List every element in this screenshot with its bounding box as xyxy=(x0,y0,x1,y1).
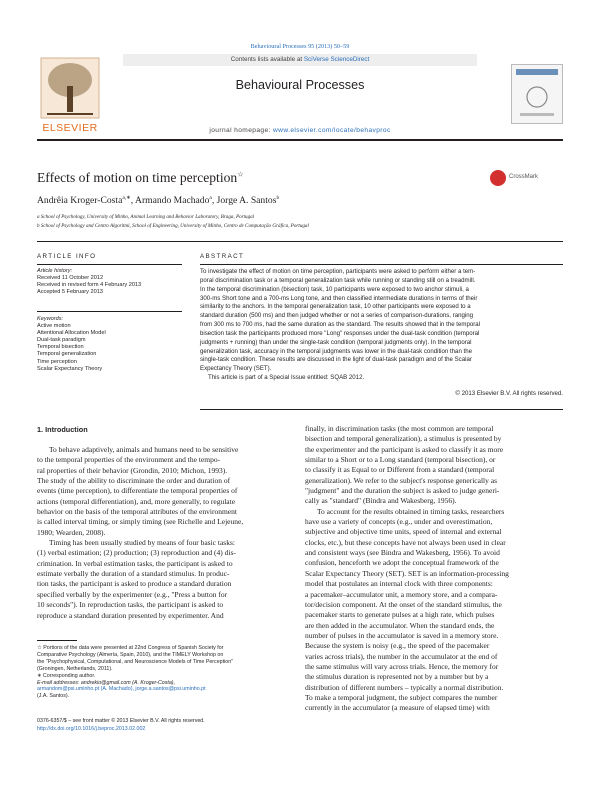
body-line: To account for the results obtained in timing tasks, researchers xyxy=(317,506,505,516)
history-item: Accepted 5 February 2013 xyxy=(37,289,103,296)
intro-heading: 1. Introduction xyxy=(37,425,88,434)
history-label: Article history: xyxy=(37,268,73,274)
abstract-line: similarity to the anchors. In the temporal generalization task, 10 other participants were exposed to a xyxy=(200,303,471,311)
body-line: "judgment" and the duration the subject is asked to judge generi- xyxy=(305,486,500,496)
abstract-line: 300-ms Short tone and a 700-ms Long tone, and then classified intermediate durations in terms of their xyxy=(200,294,478,302)
sciencedirect-link[interactable]: SciVerse ScienceDirect xyxy=(303,56,370,63)
affiliation-a: a School of Psychology, University of Minho, Animal Learning and Behavior Laboratory, Braga, Portugal xyxy=(37,214,255,220)
affiliation-b: b School of Psychology and Centro Algoritmi, School of Engineering, University of Minho, Centro de Computação Gráfica, Portugal xyxy=(37,223,309,229)
author-list: Andrêia Kroger-Costa$^{a,∗}$, Armando Machado$^a$, Jorge A. Santos$^b$ xyxy=(37,195,280,207)
abstract-copyright: © 2013 Elsevier B.V. All rights reserved. xyxy=(455,389,563,397)
body-line: pacemaker starts to generate pulses at a high rate, which pulses xyxy=(305,610,495,620)
keyword: Dual-task paradigm xyxy=(37,337,86,344)
history-item: Received 11 October 2012 xyxy=(37,275,104,282)
contents-prefix: Contents lists available at xyxy=(230,56,304,63)
body-line: (1) verbal estimation; (2) production; (3) reproduction and (4) dis- xyxy=(37,548,236,558)
affil-rule xyxy=(37,241,563,242)
doi-link[interactable]: http://dx.doi.org/10.1016/j.beproc.2013.02.002 xyxy=(37,726,146,732)
body-line: similar to a Short or to a Long standard (temporal bisection), or xyxy=(305,455,496,465)
body-line: the stimulus duration is represented not by a number but by a xyxy=(305,672,489,682)
abstract-line: single-task condition. These results are discussed in the light of dual-task paradigm and of the Scalar xyxy=(200,356,472,364)
keyword: Temporal generalization xyxy=(37,351,97,358)
article-info-heading: ARTICLE INFO xyxy=(37,253,97,260)
keywords-label: Keywords: xyxy=(37,316,64,322)
abstract-line: In the temporal discrimination (bisection) task, 10 participants were exposed to two anchor stimuli, a xyxy=(200,285,469,293)
keyword: Active motion xyxy=(37,323,71,330)
crossmark-icon xyxy=(490,170,506,186)
title-footnote-mark[interactable]: ☆ xyxy=(237,170,244,179)
body-line: Because the system is noisy (e.g., the speed of the pacemaker xyxy=(305,641,490,651)
elsevier-tree-logo xyxy=(37,56,103,120)
footnote-rule xyxy=(37,640,77,641)
abstract-line: judgments + running) than under the single-task condition (temporal judgments only). In the temporal xyxy=(200,338,472,346)
info-rule xyxy=(37,264,182,265)
author-name: Armando Machado xyxy=(135,195,210,207)
body-line: actions (temporal differentiation), and, more generally, to regulate xyxy=(37,496,236,506)
body-line: reproduce a standard duration presented by experimenter. And xyxy=(37,610,224,620)
body-line: To behave adaptively, animals and humans need to be sensitive xyxy=(49,445,239,454)
body-line: currently in the accumulator (a measure of elapsed time) with xyxy=(305,703,490,713)
header-rule xyxy=(37,139,563,141)
body-line: number of pulses in the accumulator is saved in a memory store. xyxy=(305,630,499,640)
body-line: cally as "standard" (Bindra and Wakesberg, 1956). xyxy=(305,496,457,506)
body-line: the same stimulus will vary across trials. Hence, the memory for xyxy=(305,661,499,671)
footnote-line: the "Psychophysical, Computational, and Neuroscience Models of Time Perception" xyxy=(37,658,234,665)
body-line: have use a variety of concepts (e.g., under and overestimation, xyxy=(305,517,493,527)
journal-title: Behavioural Processes xyxy=(235,78,365,92)
crossmark-label: CrossMark xyxy=(509,174,539,180)
footnote-line: (Groningen, Netherlands, 2011). xyxy=(37,665,113,672)
footnote-line: ☆ Portions of the data were presented at 22nd Congress of Spanish Society for xyxy=(37,645,224,651)
author-sup: b xyxy=(276,195,280,201)
journal-cover-icon xyxy=(512,65,562,123)
body-line: The study of the ability to discriminate the order and duration of xyxy=(37,476,231,486)
body-line: to the temporal properties of the environment and the tempo- xyxy=(37,455,221,465)
special-issue-note: This article is part of a Special Issue entitled: SQAB 2012. xyxy=(208,374,365,382)
intro-left-column xyxy=(37,445,295,621)
body-line: generalization). We refer to the subject's response generically as xyxy=(305,475,497,485)
homepage-line xyxy=(123,127,477,134)
body-line: distribution of different numbers – typically a normal distribution. xyxy=(305,682,504,692)
body-line: and consistent ways (see Bindra and Wakesberg, 1956). To avoid xyxy=(305,548,500,558)
body-line: events (time perception), to differentiate the temporal properties of xyxy=(37,486,238,496)
author-sup: a,∗ xyxy=(122,195,131,201)
abstract-rule xyxy=(200,264,563,265)
paper-title xyxy=(37,170,243,186)
homepage-prefix: journal homepage: xyxy=(209,127,273,134)
abstract-body xyxy=(200,268,563,399)
body-line: 10 seconds"). In reproduction tasks, the participant is asked to xyxy=(37,600,224,610)
publisher-name: ELSEVIER xyxy=(42,122,98,134)
issn-line: 0376-6357/$ – see front matter © 2013 Elsevier B.V. All rights reserved. xyxy=(37,718,205,724)
body-line: finally, in discrimination tasks (the most common are temporal xyxy=(305,424,494,433)
keyword: Scalar Expectancy Theory xyxy=(37,365,103,372)
body-line: confusion, henceforth we adopt the conceptual framework of the xyxy=(305,558,499,568)
footnote-email-line[interactable]: armandom@psi.uminho.pt (A. Machado), jorge.a.santos@psi.uminho.pt xyxy=(37,686,206,693)
keyword: Temporal bisection xyxy=(37,344,84,351)
body-line: tor/decision component. At the onset of the standard stimulus, the xyxy=(305,599,502,609)
footnotes xyxy=(37,645,295,700)
contents-bar xyxy=(123,54,477,66)
body-line: model that postulates an internal clock with three components: xyxy=(305,579,493,589)
body-line: 1980; Wearden, 2008). xyxy=(37,527,106,537)
paper-title-text: Effects of motion on time perception xyxy=(37,170,238,185)
footnote-line: ∗ Corresponding author. xyxy=(37,672,96,679)
body-line: bisection and temporal generalization), a stimulus is presented by xyxy=(305,434,502,444)
body-line: subjective and objective time units, speed of internal and external xyxy=(305,527,502,537)
journal-reference[interactable]: Behavioural Processes 95 (2013) 50–59 xyxy=(250,43,350,50)
body-line: ral properties of their behavior (Grondin, 2010; Michon, 1993). xyxy=(37,465,228,475)
body-line: Scalar Expectancy Theory (SET). SET is an information-processing xyxy=(305,568,509,578)
body-line: the experimenter and the participant is asked to classify it as more xyxy=(305,444,504,454)
body-line: behavior on the basis of the temporal attributes of the environment xyxy=(37,507,237,517)
abstract-line: Expectancy Theory (SET). xyxy=(200,365,272,373)
body-line: crimination. In verbal estimation tasks, the participant is asked to xyxy=(37,558,233,568)
abstract-heading: ABSTRACT xyxy=(200,253,245,260)
author-name: Jorge A. Santos xyxy=(216,195,277,207)
body-line: are then added in the accumulator. When the standard ends, the xyxy=(305,620,495,630)
crossmark-badge[interactable] xyxy=(490,170,570,186)
body-line: is called interval timing, or simply timing (see Richelle and Lejeune, xyxy=(37,517,244,527)
body-line: Timing has been usually studied by means of four basic tasks: xyxy=(49,538,235,548)
body-line: varies across trials), the number in the accumulator at the end of xyxy=(305,651,498,661)
body-line: To make a temporal judgment, the subject compares the number xyxy=(305,692,498,702)
body-line: specified verbally by the experimenter (e.g., "Press a button for xyxy=(37,589,228,599)
article-history xyxy=(37,268,187,296)
abstract-line: To investigate the effect of motion on time perception, participants were asked to perform either a tem- xyxy=(200,268,476,275)
body-line: to classify it as Equal to or Different from a standard (temporal xyxy=(305,465,495,475)
footnote-line: Comparative Psychology (Almería, Spain, 2010), and the TIMELY Workshop on xyxy=(37,651,224,658)
history-item: Received in revised form 4 February 2013 xyxy=(37,282,142,289)
author-sup: a xyxy=(209,195,212,201)
body-line: clocks, etc.), but these concepts have not always been used in clear xyxy=(305,537,506,547)
abstract-line: poral discrimination task or a temporal generalization task while running or standing still on a treadmill. xyxy=(200,276,476,284)
keywords-list xyxy=(37,316,187,373)
abstract-line: standard duration (500 ms) and then judged whether or not a series of comparison-durations, ranging xyxy=(200,312,474,320)
footnote-line: (J.A. Santos). xyxy=(37,693,70,700)
body-line: estimate verbally the duration of a standard stimulus. In produc- xyxy=(37,569,230,579)
abstract-line: bisection task the participants produced more "Long" responses under the dual-task condition (temporal xyxy=(200,329,480,337)
keywords-rule xyxy=(37,311,182,312)
homepage-url[interactable]: www.elsevier.com/locate/behavproc xyxy=(273,127,391,134)
abstract-end-rule xyxy=(200,409,563,410)
footnote-email-line[interactable]: E-mail addresses: andrekio@gmail.com (A. Kroger-Costa), xyxy=(37,679,176,686)
body-line: a pacemaker–accumulator unit, a memory store, and a compara- xyxy=(305,589,498,599)
abstract-line: generalization task, accuracy in the temporal judgments was lower in the dual-task condition than the xyxy=(200,347,472,355)
abstract-line: from 300 ms to 700 ms, had the same duration as the standard. The results showed that in the temporal xyxy=(200,321,481,329)
body-line: tion tasks, the participant is asked to produce a standard duration xyxy=(37,579,232,589)
author-name: Andrêia Kroger-Costa xyxy=(37,195,123,207)
keyword: Attentional Allocation Model xyxy=(37,330,106,337)
journal-cover-thumbnail[interactable] xyxy=(511,64,563,124)
keyword: Time perception xyxy=(37,358,77,365)
intro-right-column xyxy=(305,424,563,714)
